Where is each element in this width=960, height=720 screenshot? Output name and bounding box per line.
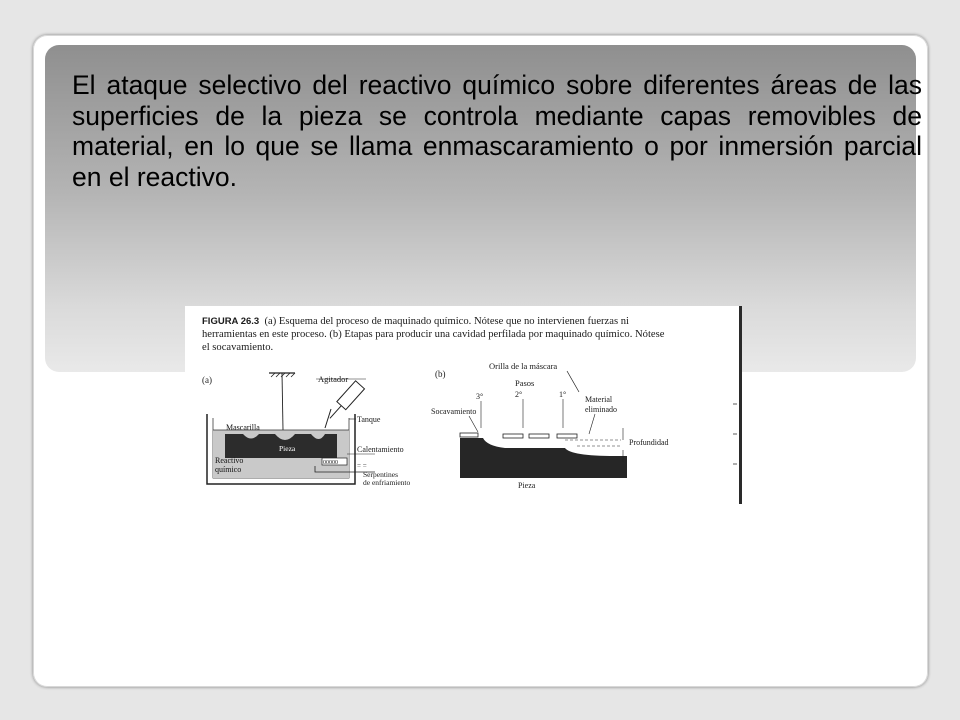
paso-1-label: 1° — [559, 390, 567, 399]
panel-a-diagram — [202, 373, 411, 487]
caption-text-1: (a) Esquema del proceso de maquinado químico. Nótese que no intervienen fuerzas ni — [264, 316, 629, 327]
paso-3-label: 3° — [476, 392, 484, 401]
serpentines-label-2: de enfriamiento — [363, 478, 411, 487]
panel-b-diagram — [431, 361, 737, 490]
panel-a-label: (a) — [202, 375, 212, 385]
socavamiento-label: Socavamiento — [431, 407, 477, 416]
paso-2-label: 2° — [515, 390, 523, 399]
orilla-label: Orilla de la máscara — [489, 361, 558, 371]
reactivo-label-1: Reactivo — [215, 456, 244, 465]
profundidad-label: Profundidad — [629, 438, 669, 447]
mascarilla-label: Mascarilla — [226, 423, 260, 432]
body-text: El ataque selectivo del reactivo químico sobre diferentes áreas de las superficies de la pieza se controla mediante capas removibles de material, en lo que se llama enmascaramiento o por inmersión parcial en el reactivo. — [72, 70, 922, 192]
material-label-2: eliminado — [585, 405, 617, 414]
material-label-1: Material — [585, 395, 613, 404]
coil-symbol: 00000 — [323, 460, 338, 466]
calentamiento-label: Calentamiento — [357, 445, 404, 454]
process-diagram — [185, 306, 741, 504]
panel-b-label: (b) — [435, 369, 446, 379]
pieza-b-label: Pieza — [518, 481, 536, 490]
scan-edge — [739, 306, 742, 504]
figure-scan — [185, 306, 741, 504]
figure-caption-line-2: herramientas en este proceso. (b) Etapas para producir una cavidad perfilada por maquinado químico. Nótese — [202, 329, 665, 340]
reactivo-label-2: químico — [215, 465, 242, 474]
figure-label: FIGURA 26.3 — [202, 316, 260, 327]
pieza-a-label: Pieza — [279, 444, 296, 453]
tanque-label: Tanque — [357, 415, 381, 424]
figure-caption-line-3: el socavamiento. — [202, 342, 274, 353]
agitador-label: Agitador — [318, 374, 349, 384]
pasos-label: Pasos — [515, 378, 535, 388]
serpentines-label-1: Serpentines — [363, 470, 398, 479]
pipe-ticks: = = — [357, 462, 367, 470]
